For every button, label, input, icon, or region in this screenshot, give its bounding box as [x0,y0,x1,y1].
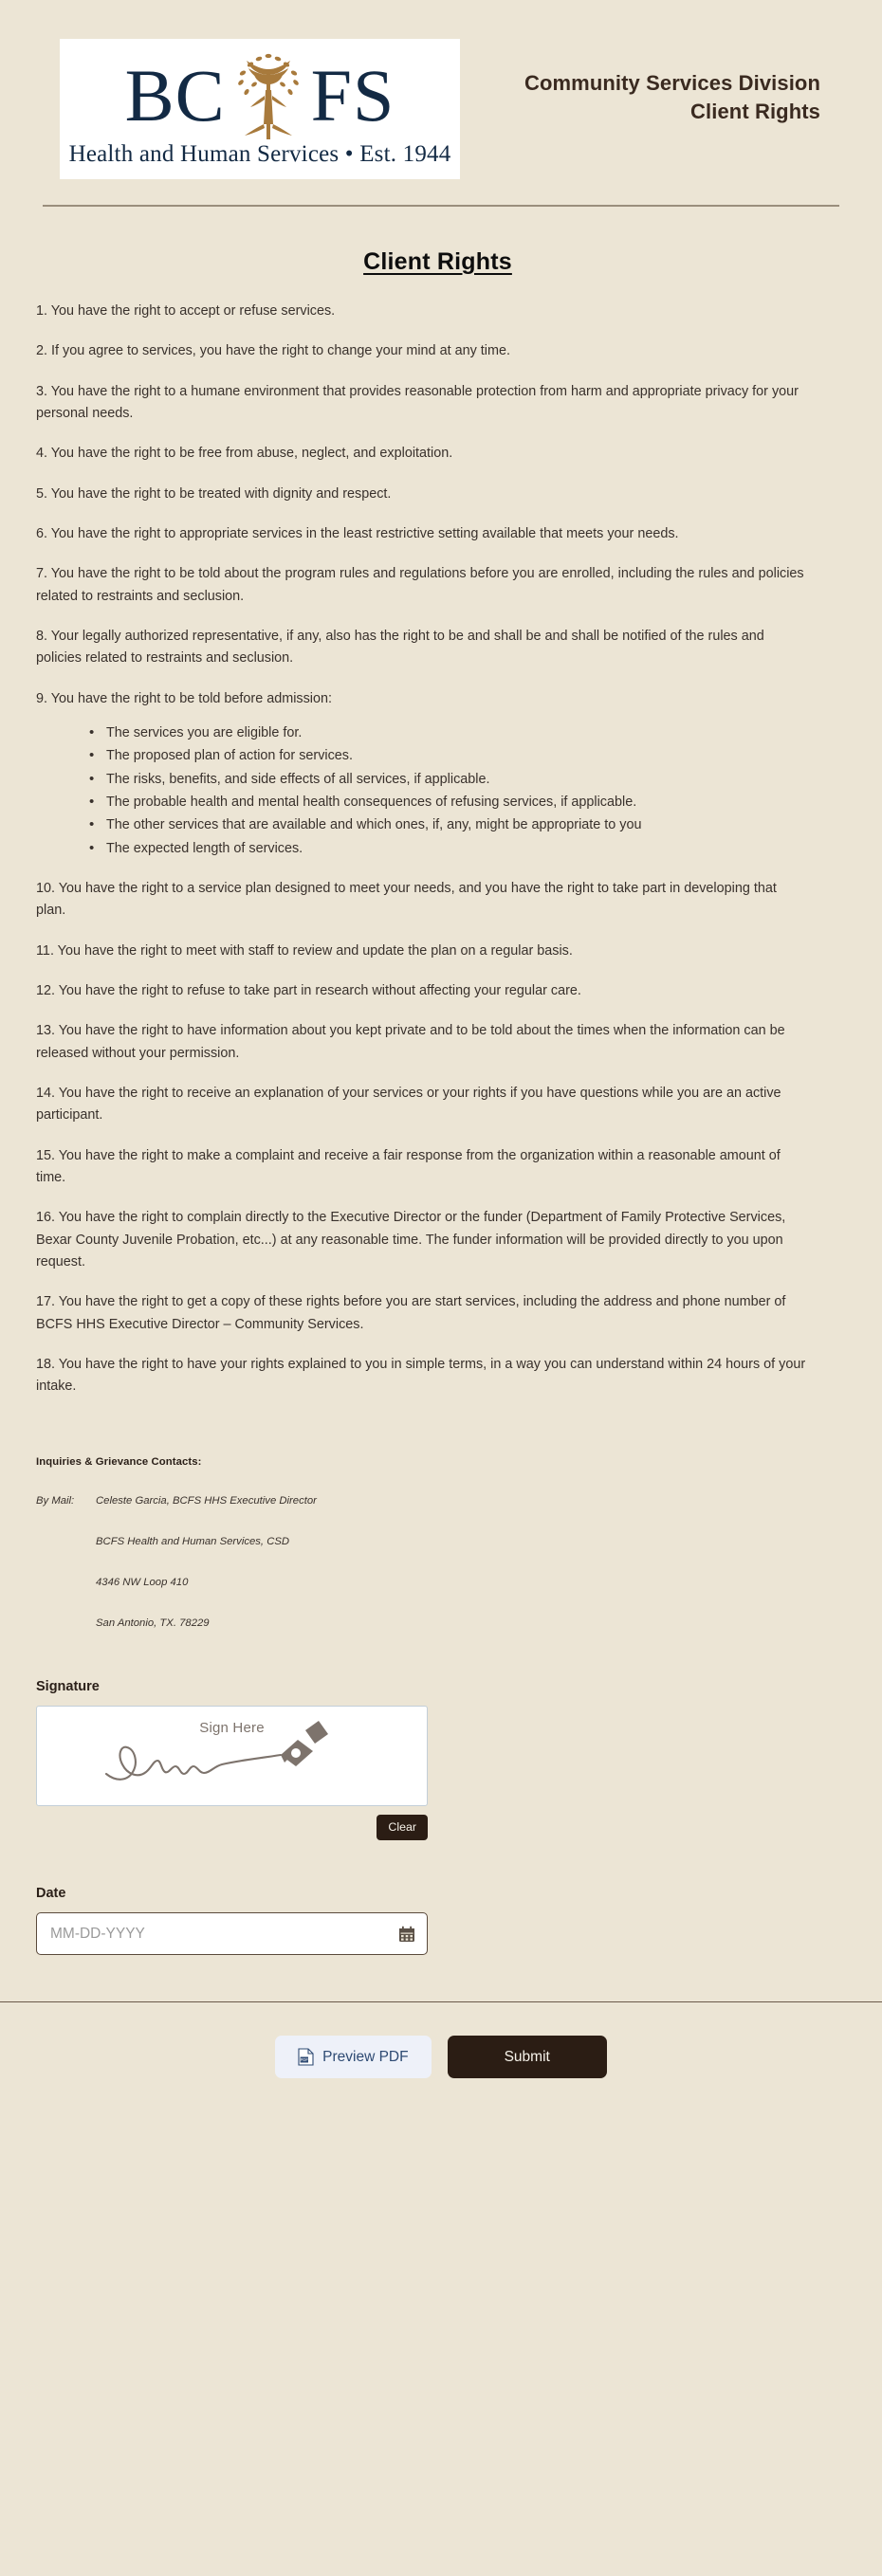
preview-pdf-label: Preview PDF [322,2048,409,2065]
right-item: 13. You have the right to have information about you kept private and to be told about the times when the information can be released without your permission. [36,1023,785,1061]
date-field[interactable] [36,1912,428,1955]
header-title-line2: Client Rights [690,100,820,124]
contact-value: BCFS Health and Human Services, CSD [96,1536,290,1548]
date-input[interactable] [48,1925,398,1944]
tree-icon [228,52,309,143]
contact-value: 4346 NW Loop 410 [96,1576,189,1588]
right-item: 11. You have the right to meet with staff to review and update the plan on a regular basis. [36,942,573,959]
list-item: • The other services that are available and which ones, if, any, might be appropriate to you [89,814,810,836]
contact-value: San Antonio, TX. 78229 [96,1617,210,1629]
right-item: 7. You have the right to be told about the program rules and regulations before you are enrolled, including the rules and policies related to restraints and seclusion. [36,566,804,604]
contact-label [36,1576,96,1590]
right-item: 3. You have the right to a humane environment that provides reasonable protection from harm and appropriate privacy for your personal needs. [36,383,799,421]
right-item: 4. You have the right to be free from abuse, neglect, and exploitation. [36,446,453,462]
right-item: 5. You have the right to be treated with dignity and respect. [36,485,392,502]
right-item: 18. You have the right to have your rights explained to you in simple terms, in a way you can understand within 24 hours of your intake. [36,1356,806,1395]
sign-here-hint: Sign Here [199,1720,265,1737]
contacts-section [36,1456,839,1630]
right-item: 2. If you agree to services, you have the right to change your mind at any time. [36,343,510,359]
pdf-file-icon [298,2048,314,2066]
clear-button-row [36,1815,428,1840]
header-divider [43,205,839,207]
header-title [524,39,839,127]
date-label: Date [36,1886,66,1902]
signature-section [36,1679,839,1840]
header-title-line1: Community Services Division [524,71,820,95]
list-item: • The risks, benefits, and side effects of all services, if applicable. [89,769,810,791]
contact-row [36,1617,839,1631]
right-item: 16. You have the right to complain directly to the Executive Director or the funder (Department of Family Protective Services, Bexar County Juvenile Probation, etc...) at any reasonable time. The funder information will be provided directly to you upon request. [36,1210,786,1270]
logo-letters-left: BC [124,54,226,137]
signature-label: Signature [36,1679,100,1695]
logo-letters-right: FS [310,54,395,137]
calendar-icon[interactable] [398,1926,415,1943]
contact-value: Celeste Garcia, BCFS HHS Executive Director [96,1495,317,1507]
contact-label [36,1617,96,1631]
right-item: 6. You have the right to appropriate services in the least restrictive setting available that meets your needs. [36,525,679,541]
admission-sublist [36,722,839,860]
contact-label [36,1535,96,1549]
list-item: • The probable health and mental health consequences of refusing services, if applicable. [89,792,810,813]
signature-pad[interactable] [36,1706,428,1806]
right-item: 14. You have the right to receive an explanation of your services or your rights if you have questions while you are an active participant. [36,1085,781,1124]
right-item: 1. You have the right to accept or refuse services. [36,303,336,319]
clear-signature-button[interactable]: Clear [377,1815,428,1840]
list-item: • The expected length of services. [89,838,810,860]
right-item: 12. You have the right to refuse to take part in research without affecting your regular care. [36,982,581,998]
right-item: 15. You have the right to make a complaint and receive a fair response from the organization within a reasonable amount of time. [36,1147,781,1185]
svg-text:PDF: PDF [300,2057,309,2063]
footer-actions [0,2002,882,2116]
list-item: • The services you are eligible for. [89,722,810,744]
page-header [0,0,882,179]
contacts-heading: Inquiries & Grievance Contacts: [36,1456,202,1469]
logo-wordmark [60,52,460,139]
right-item: 17. You have the right to get a copy of these rights before you are start services, including the address and phone number of BCFS HHS Executive Director – Community Services. [36,1294,786,1332]
contact-row [36,1535,839,1549]
preview-pdf-button[interactable] [275,2036,431,2078]
right-item: 9. You have the right to be told before admission: [36,690,333,706]
contact-row [36,1494,839,1508]
contact-row [36,1576,839,1590]
date-section [36,1886,839,1955]
right-item: 8. Your legally authorized representative, if any, also has the right to be and shall be and shall be notified of the rules and policies related to restraints and seclusion. [36,628,764,667]
contact-label: By Mail: [36,1495,75,1507]
page-title: Client Rights [363,248,512,275]
submit-button[interactable]: Submit [448,2036,607,2078]
list-item: • The proposed plan of action for services. [89,745,810,767]
logo-tagline: Health and Human Services • Est. 1944 [68,141,451,167]
document-body [0,248,882,1955]
rights-list [36,301,839,1398]
bcfs-logo [60,39,460,179]
right-item: 10. You have the right to a service plan designed to meet your needs, and you have the right to take part in developing that plan. [36,880,777,919]
